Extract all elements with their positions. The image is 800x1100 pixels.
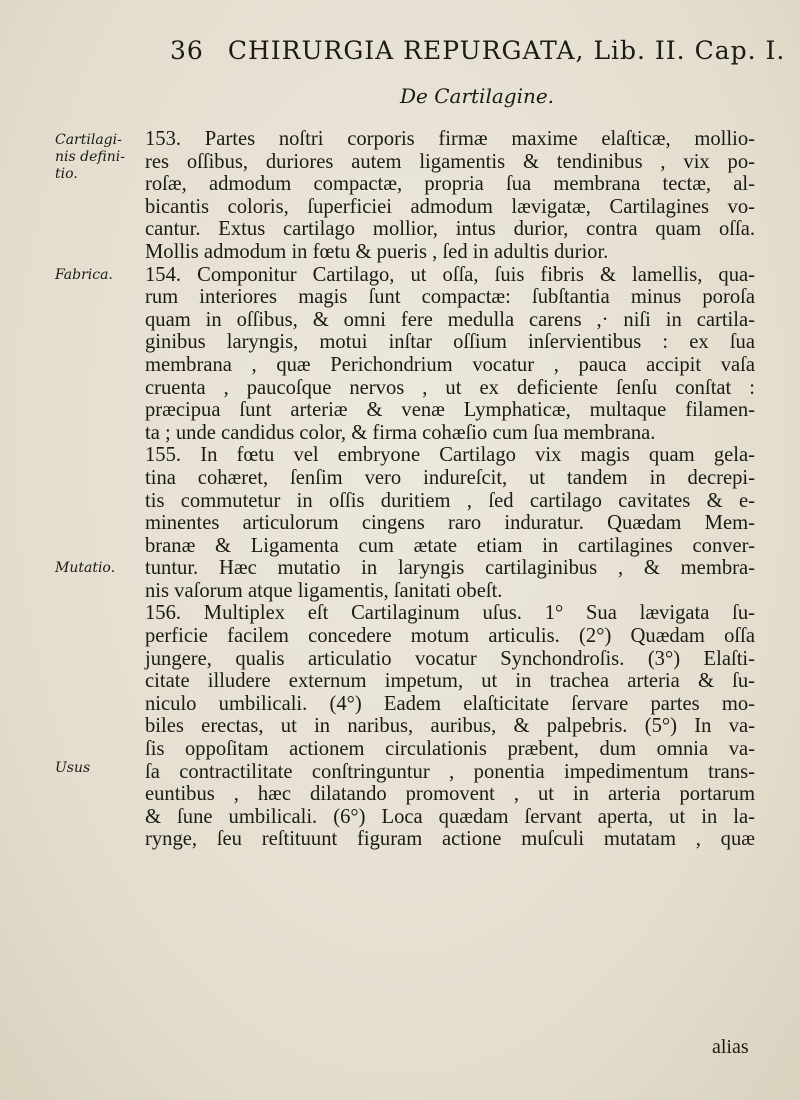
text-line: jungere, qualis articulatio vocatur Synchondroſis. (3°) Elaſti-	[145, 647, 755, 670]
paragraph-153	[145, 128, 755, 264]
paragraph-154	[145, 264, 755, 445]
section-title: De Cartilagine.	[400, 84, 555, 108]
margin-note-fabrica: Fabrica.	[55, 267, 113, 283]
body-text	[145, 128, 755, 851]
text-line: perficie facilem concedere motum articulis. (2°) Quædam oſſa	[145, 625, 755, 648]
text-line: 154. Componitur Cartilago, ut oſſa, ſuis fibris & lamellis, qua-	[145, 263, 755, 286]
text-line: euntibus , hæc dilatando promovent , ut in arteria portarum	[145, 783, 755, 806]
text-line: niculo umbilicali. (4°) Eadem elaſticitate ſervare partes mo-	[145, 692, 755, 715]
text-line: quam in oſſibus, & omni fere medulla carens ,· niſi in cartila-	[145, 308, 755, 331]
text-line: rynge, ſeu reſtituunt figuram actione muſculi mutatam , quæ	[145, 828, 755, 851]
text-line: præcipua ſunt arteriæ & venæ Lymphaticæ, multaque filamen-	[145, 399, 755, 422]
text-line: ginibus laryngis, motui inſtar oſſium inſervientibus : ex ſua	[145, 331, 755, 354]
margin-note-mutatio: Mutatio.	[55, 560, 116, 576]
text-line: 155. In fœtu vel embryone Cartilago vix magis quam gela-	[145, 444, 755, 467]
text-line: ſa contractilitate conſtringuntur , ponentia impedimentum trans-	[145, 760, 755, 783]
text-line: & ſune umbilicali. (6°) Loca quædam ſervant aperta, ut in la-	[145, 805, 755, 828]
running-title: CHIRURGIA REPURGATA, Lib. II. Cap. I.	[227, 36, 786, 65]
text-line: tuntur. Hæc mutatio in laryngis cartilaginibus , & membra-	[145, 557, 755, 580]
text-line: cantur. Extus cartilago mollior, intus durior, contra quam oſſa.	[145, 218, 755, 241]
text-line: rum interiores magis ſunt compactæ: ſubſtantia minus poroſa	[145, 286, 755, 309]
text-line: membrana , quæ Perichondrium vocatur , pauca accipit vaſa	[145, 353, 755, 376]
text-line: 156. Multiplex eſt Cartilaginum uſus. 1° Sua lævigata ſu-	[145, 602, 755, 625]
text-line: res oſſibus, duriores autem ligamentis & tendinibus , vix po-	[145, 150, 755, 173]
text-line: tina cohæret, ſenſim vero indureſcit, ut tandem in decrepi-	[145, 466, 755, 489]
paragraph-155	[145, 444, 755, 602]
text-line: 153. Partes noſtri corporis firmæ maxime elaſticæ, mollio-	[145, 128, 755, 150]
catchword: alias	[712, 1036, 749, 1058]
text-line: biles erectas, ut in naribus, auribus, & palpebris. (5°) In va-	[145, 715, 755, 738]
text-line: Mollis admodum in fœtu & pueris , ſed in adultis durior.	[145, 240, 609, 263]
text-line: ſis oppoſitam actionem circulationis præbent, dum omnia va-	[145, 738, 755, 761]
page-number: 36	[170, 36, 204, 65]
running-head	[170, 36, 786, 65]
paragraph-156	[145, 602, 755, 851]
margin-note-usus: Usus	[55, 760, 91, 776]
text-line: roſæ, admodum compactæ, propria ſua membrana tectæ, al-	[145, 173, 755, 196]
text-line: tis commutetur in oſſis duritiem , ſed cartilago cavitates & e-	[145, 489, 755, 512]
text-line: bicantis coloris, ſuperficiei admodum lævigatæ, Cartilagines vo-	[145, 195, 755, 218]
text-line: minentes articulorum cingens raro induratur. Quædam Mem-	[145, 512, 755, 535]
text-line: nis vaſorum atque ligamentis, ſanitati obeſt.	[145, 579, 503, 602]
text-line: citate illudere externum impetum, ut in trachea arteria & ſu-	[145, 670, 755, 693]
margin-note-definitio: Cartilagi-nis defini-tio.	[55, 132, 125, 182]
text-line: ta ; unde candidus color, & firma cohæſio cum ſua membrana.	[145, 421, 656, 444]
text-line: cruenta , paucoſque nervos , ut ex deficiente ſenſu conſtat :	[145, 376, 755, 399]
text-line: branæ & Ligamenta cum ætate etiam in cartilagines conver-	[145, 534, 755, 557]
